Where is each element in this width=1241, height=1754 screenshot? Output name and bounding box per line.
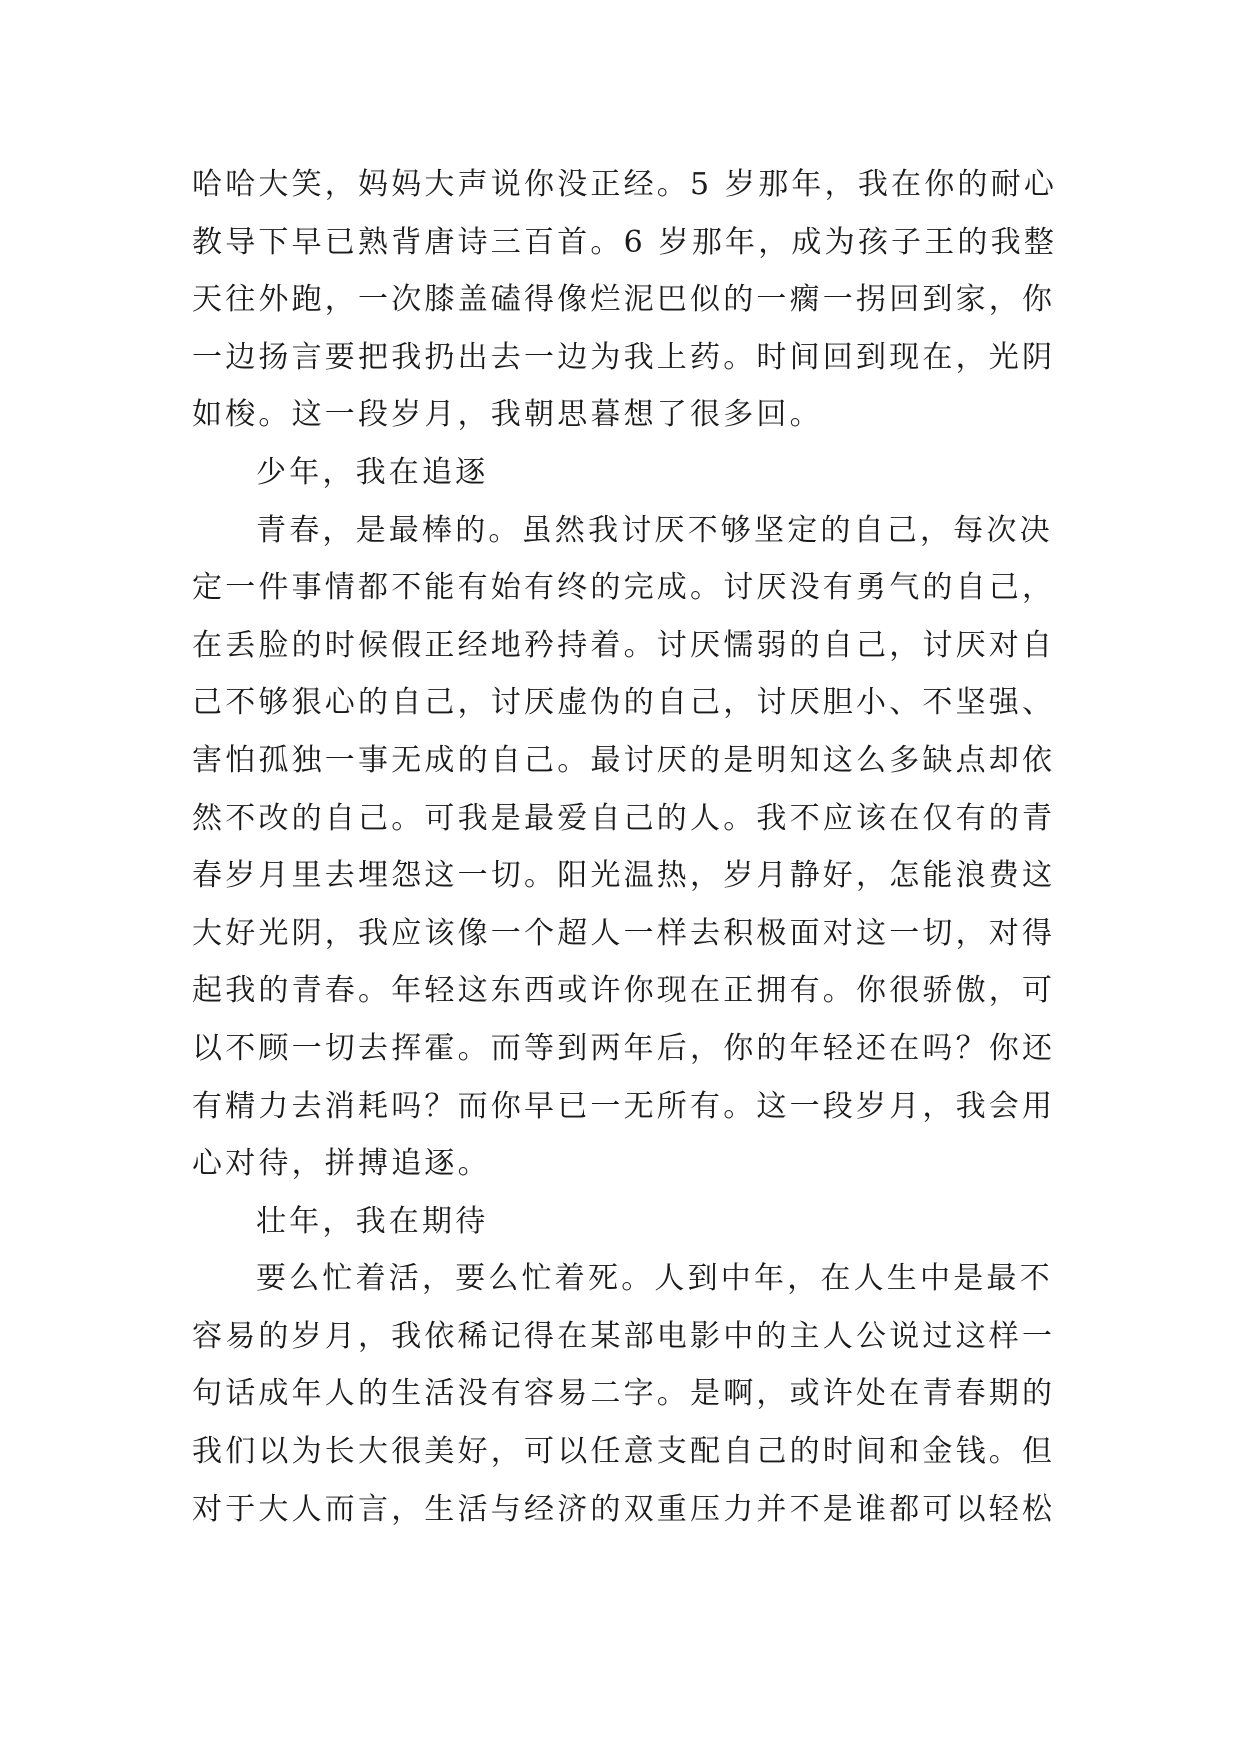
text-line: 有精力去消耗吗？而你早已一无所有。这一段岁月，我会用 — [192, 1088, 1056, 1124]
body-text — [192, 156, 1062, 1538]
text-line: 一边扬言要把我扔出去一边为我上药。时间回到现在，光阴 — [192, 339, 1056, 375]
text-line: 如梭。这一段岁月，我朝思暮想了很多回。 — [192, 397, 823, 433]
text-line: 大好光阴，我应该像一个超人一样去积极面对这一切，对得 — [192, 915, 1056, 951]
text-line: 对于大人而言，生活与经济的双重压力并不是谁都可以轻松 — [192, 1491, 1056, 1527]
text-line: 定一件事情都不能有始有终的完成。讨厌没有勇气的自己， — [192, 570, 1056, 606]
text-line: 容易的岁月，我依稀记得在某部电影中的主人公说过这样一 — [192, 1318, 1056, 1354]
text-line: 哈哈大笑，妈妈大声说你没正经。5 岁那年，我在你的耐心 — [192, 167, 1058, 202]
text-line: 心对待，拼搏追逐。 — [192, 1146, 491, 1182]
text-line: 在丢脸的时候假正经地矜持着。讨厌懦弱的自己，讨厌对自 — [192, 627, 1056, 663]
text-line: 天往外跑，一次膝盖磕得像烂泥巴似的一瘸一拐回到家，你 — [192, 282, 1056, 318]
text-line: 句话成年人的生活没有容易二字。是啊，或许处在青春期的 — [192, 1376, 1056, 1412]
text-line: 教导下早已熟背唐诗三百首。6 岁那年，成为孩子王的我整 — [192, 224, 1058, 260]
paragraph-first-line: 青春，是最棒的。虽然我讨厌不够坚定的自己，每次决 — [256, 512, 1053, 548]
text-line: 起我的青春。年轻这东西或许你现在正拥有。你很骄傲，可 — [192, 973, 1056, 1009]
paragraph-first-line: 要么忙着活，要么忙着死。人到中年，在人生中是最不 — [256, 1261, 1053, 1297]
text-line: 春岁月里去埋怨这一切。阳光温热，岁月静好，怎能浪费这 — [192, 858, 1056, 894]
text-line: 以不顾一切去挥霍。而等到两年后，你的年轻还在吗？你还 — [192, 1030, 1056, 1066]
text-line: 我们以为长大很美好，可以任意支配自己的时间和金钱。但 — [192, 1434, 1056, 1470]
paragraph-first-line: 少年，我在追逐 — [256, 454, 489, 490]
text-line: 然不改的自己。可我是最爱自己的人。我不应该在仅有的青 — [192, 800, 1056, 836]
text-line: 己不够狠心的自己，讨厌虚伪的自己，讨厌胆小、不坚强、 — [192, 685, 1056, 721]
text-line: 害怕孤独一事无成的自己。最讨厌的是明知这么多缺点却依 — [192, 742, 1056, 778]
paragraph-first-line: 壮年，我在期待 — [256, 1203, 489, 1239]
